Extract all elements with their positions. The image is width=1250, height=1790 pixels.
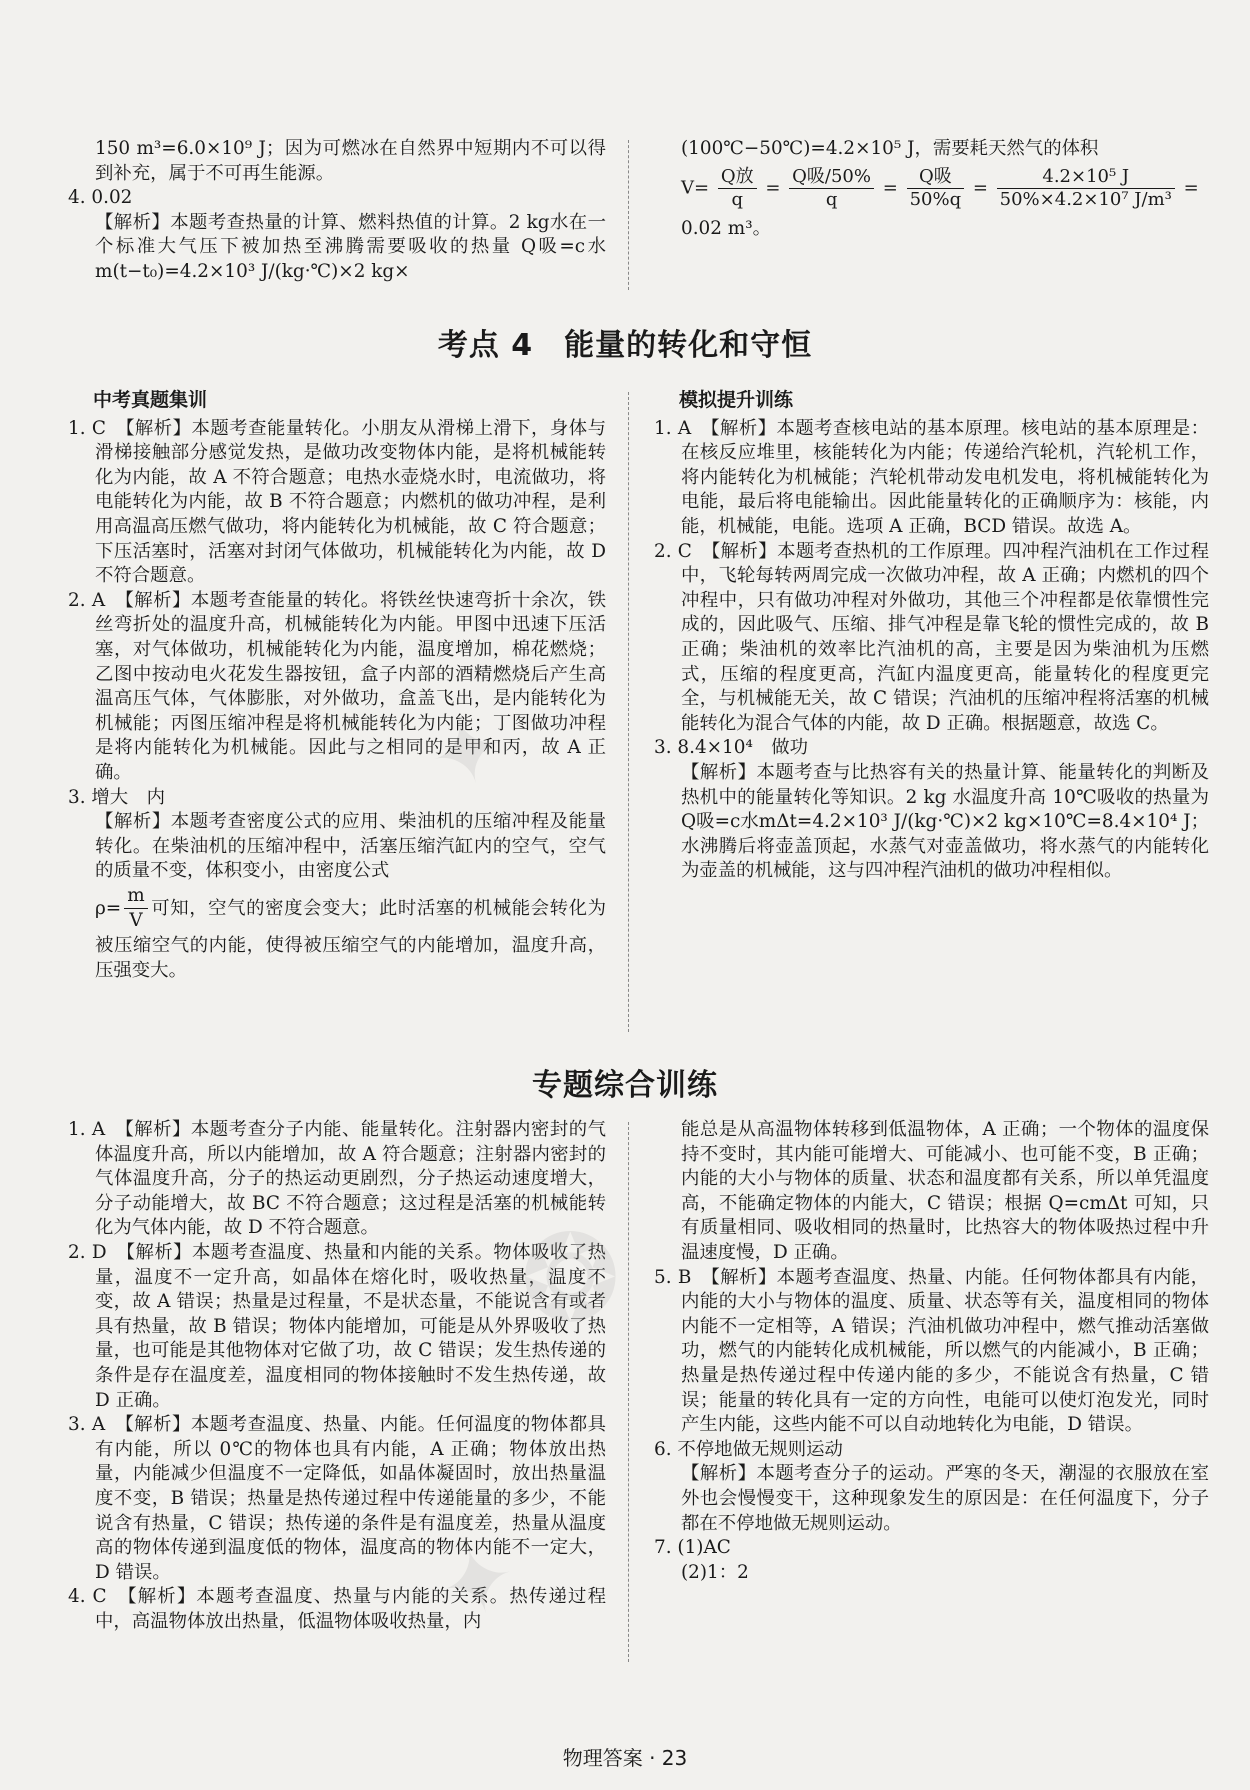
s2-left-item-4: 4. C 【解析】本题考查温度、热量与内能的关系。热传递过程中，高温物体放出热量，低温物体吸收热量，内	[68, 1586, 606, 1632]
section-1-left-subtitle: 中考真题集训	[93, 389, 208, 411]
formula-frac-3	[907, 166, 965, 211]
section-2-left-column	[68, 1118, 606, 1634]
formula-frac-2	[789, 166, 874, 211]
frac-3-num: Q吸	[907, 166, 965, 189]
rho-symbol: ρ=	[95, 897, 122, 919]
s2-right-item-7-2: (2)1：2	[681, 1561, 749, 1583]
s1-right-item-3: 3. 8.4×10⁴ 做功	[654, 737, 808, 759]
section-2-right-column	[654, 1118, 1209, 1585]
page-footer: 物理答案 · 23	[562, 1746, 688, 1770]
frac-3-den: 50%q	[909, 188, 962, 210]
section-1-left-column	[68, 388, 606, 983]
section-2-title: 专题综合训练	[532, 1068, 718, 1103]
rho-fraction	[124, 884, 147, 934]
s1-right-item-1: 1. A 【解析】本题考查核电站的基本原理。核电站的基本原理是：在核反应堆里，核能转化为内能；传递给汽轮机，汽轮机工作，将内能转化为机械能；汽轮机带动发电机发电，将机械能转化为电能，最后将电能输出。因此能量转化的正确顺序为：核能，内能，机械能，电能。选项 A 正确，BCD 错误。故选 A。	[654, 417, 1209, 537]
top-left-para-1: 150 m³=6.0×10⁹ J；因为可燃冰在自然界中短期内不可以得到补充，属于不可再生能源。	[95, 138, 606, 184]
s2-right-item-4-cont: 能总是从高温物体转移到低温物体，A 正确；一个物体的温度保持不变时，其内能可能增大、可能减小、也可能不变，B 正确；内能的大小与物体的质量、状态和温度都有关系，所以单凭温度高，不能确定物体的内能大，C 错误；根据 Q=cmΔt 可知，只有质量相同、吸收相同的热量时，比热容大的物体吸热过程中升温速度慢，D 正确。	[681, 1119, 1209, 1263]
s1-left-item-3: 3. 增大 内	[68, 786, 165, 808]
section-1-column-divider	[628, 392, 629, 1032]
s1-right-item-2: 2. C 【解析】本题考查热机的工作原理。四冲程汽油机在工作过程中，飞轮每转两周完成一次做功冲程，故 A 正确；内燃机的四个冲程中，只有做功冲程对外做功，其他三个冲程都是依靠惯性完成的，因此吸气、压缩、排气冲程是靠飞轮的惯性完成的，故 B 正确；柴油机的效率比汽油机的高，主要是因为柴油机为压燃式，压缩的程度更高，汽缸内温度更高，能量转化的程度更完全，与机械能无关，故 C 错误；汽油机的压缩冲程将活塞的机械能转化为混合气体的内能，故 D 正确。根据题意，故选 C。	[654, 540, 1209, 734]
frac-4-den: 50%×4.2×10⁷ J/m³	[999, 188, 1172, 210]
section-1-title: 考点 4 能量的转化和守恒	[437, 328, 813, 363]
frac-1-den: q	[731, 188, 743, 210]
s1-left-item-2: 2. A 【解析】本题考查能量的转化。将铁丝快速弯折十余次，铁丝弯折处的温度升高，机械能转化为内能。甲图中迅速下压活塞，对气体做功，机械能转化为内能，温度增加，棉花燃烧；乙图中按动电火花发生器按钮，盒子内部的酒精燃烧后产生高温高压气体，气体膨胀，对外做功，盒盖飞出，是内能转化为机械能；丙图压缩冲程是将机械能转化为内能；丁图做功冲程是将内能转化为机械能。因此与之相同的是甲和丙，故 A 正确。	[68, 589, 606, 783]
formula-eq-4: =	[1183, 177, 1199, 199]
top-right-column	[654, 137, 1209, 241]
s1-left-item-1: 1. C 【解析】本题考查能量转化。小朋友从滑梯上滑下，身体与滑梯接触部分感觉发热，是做功改变物体内能，是将机械能转化为内能，故 A 不符合题意；电热水壶烧水时，电流做功，将电能转化为内能，故 B 不符合题意；内燃机的做功冲程，是利用高温高压燃气做功，将内能转化为机械能，故 C 符合题意；下压活塞时，活塞对封闭气体做功，机械能转化为内能，故 D 不符合题意。	[68, 417, 606, 587]
s2-left-item-2: 2. D 【解析】本题考查温度、热量和内能的关系。物体吸收了热量，温度不一定升高，如晶体在熔化时，吸收热量，温度不变，故 A 错误；热量是过程量，不是状态量，不能说含有或者具有热量，故 B 错误；物体内能增加，可能是从外界吸收了热量，也可能是其他物体对它做了功，故 C 错误；发生热传递的条件是存在温度差，温度相同的物体接触时不发生热传递，故 D 正确。	[68, 1241, 606, 1411]
s2-right-item-6-analysis: 【解析】本题考查分子的运动。严寒的冬天，潮湿的衣服放在室外也会慢慢变干，这种现象发生的原因是：在任何温度下，分子都在不停地做无规则运动。	[681, 1463, 1209, 1534]
top-right-para-1: (100℃−50℃)=4.2×10⁵ J，需要耗天然气的体积	[681, 138, 1099, 159]
s2-right-item-6: 6. 不停地做无规则运动	[654, 1438, 843, 1460]
volume-formula	[654, 166, 1209, 211]
frac-2-num: Q吸/50%	[789, 166, 874, 189]
top-left-analysis-4: 【解析】本题考查热量的计算、燃料热值的计算。2 kg水在一个标准大气压下被加热至沸腾需要吸收的热量 Q吸=c水m(t−t₀)=4.2×10³ J/(kg·℃)×2 kg×	[95, 211, 606, 282]
s2-right-item-7: 7. (1)AC	[654, 1537, 731, 1559]
section-1-right-subtitle: 模拟提升训练	[679, 389, 794, 411]
s1-left-item-3-rho	[68, 884, 606, 983]
s2-right-item-5: 5. B 【解析】本题考查温度、热量、内能。任何物体都具有内能，内能的大小与物体的温度、质量、状态等有关，温度相同的物体内能不一定相等，A 错误；汽油机做功冲程中，燃气推动活塞做功，燃气的内能转化成机械能，所以燃气的内能减小，B 正确；热量是热传递过程中传递内能的多少，不能说含有热量，C 错误；能量的转化具有一定的方向性，电能可以使灯泡发光，同时产生内能，这些内能不可以自动地转化为电能，D 错误。	[654, 1266, 1209, 1436]
frac-4-num: 4.2×10⁵ J	[997, 166, 1175, 189]
top-right-para-2: 0.02 m³。	[681, 217, 771, 239]
watermark-logo-1: ✦	[417, 692, 518, 813]
formula-frac-1	[718, 166, 757, 211]
rho-den: V	[129, 910, 143, 932]
s2-left-item-1: 1. A 【解析】本题考查分子内能、能量转化。注射器内密封的气体温度升高，所以内能增加，故 A 符合题意；注射器内密封的气体温度升高，分子的热运动更剧烈，分子热运动速度增大，分子动能增大，故 BC 不符合题意；这过程是活塞的机械能转化为气体内能，故 D 不符合题意。	[68, 1119, 606, 1239]
watermark-logo-3: ✦	[427, 1522, 528, 1643]
top-left-answer-4: 4. 0.02	[68, 187, 133, 209]
formula-eq-1: =	[765, 177, 781, 199]
frac-2-den: q	[825, 188, 838, 210]
frac-1-num: Q放	[718, 166, 757, 189]
s1-right-item-3-analysis: 【解析】本题考查与比热容有关的热量计算、能量转化的判断及热机中的能量转化等知识。2 kg 水温度升高 10℃吸收的热量为 Q吸=c水mΔt=4.2×10³ J/(kg·℃)×2 kg×10℃=8.4×10⁴ J；水沸腾后将壶盖顶起，水蒸气对壶盖做功，将水蒸气的内能转化为壶盖的机械能，这与四冲程汽油机的做功冲程相似。	[681, 761, 1209, 882]
section-2-column-divider	[628, 1122, 629, 1662]
rho-num: m	[124, 884, 147, 910]
s2-left-item-3: 3. A 【解析】本题考查温度、热量、内能。任何温度的物体都具有内能，所以 0℃的物体也具有内能，A 正确；物体放出热量，内能减少但温度不一定降低，如晶体凝固时，放出热量温度不变，B 错误；热量是热传递过程中传递能量的多少，不能说含有热量，C 错误；热传递的条件是有温度差，热量从温度高的物体传递到温度低的物体，温度高的物体内能不一定大，D 错误。	[68, 1414, 606, 1583]
formula-frac-4	[997, 166, 1175, 211]
s1-left-item-3-analysis: 【解析】本题考查密度公式的应用、柴油机的压缩冲程及能量转化。在柴油机的压缩冲程中，活塞压缩汽缸内的空气，空气的质量不变，体积变小，由密度公式	[95, 811, 606, 882]
formula-v: V=	[681, 177, 710, 199]
formula-eq-2: =	[882, 177, 898, 199]
watermark-logo-2: ❂	[520, 1210, 621, 1349]
top-column-divider	[628, 140, 629, 290]
formula-eq-3: =	[972, 177, 988, 199]
s1-left-item-3-cont: 可知，空气的密度会变大；此时活塞的机械能会转化为被压缩空气的内能，使得被压缩空气的内能增加，温度升高，压强变大。	[95, 897, 606, 981]
section-1-right-column	[654, 388, 1209, 884]
top-left-column	[68, 137, 606, 285]
